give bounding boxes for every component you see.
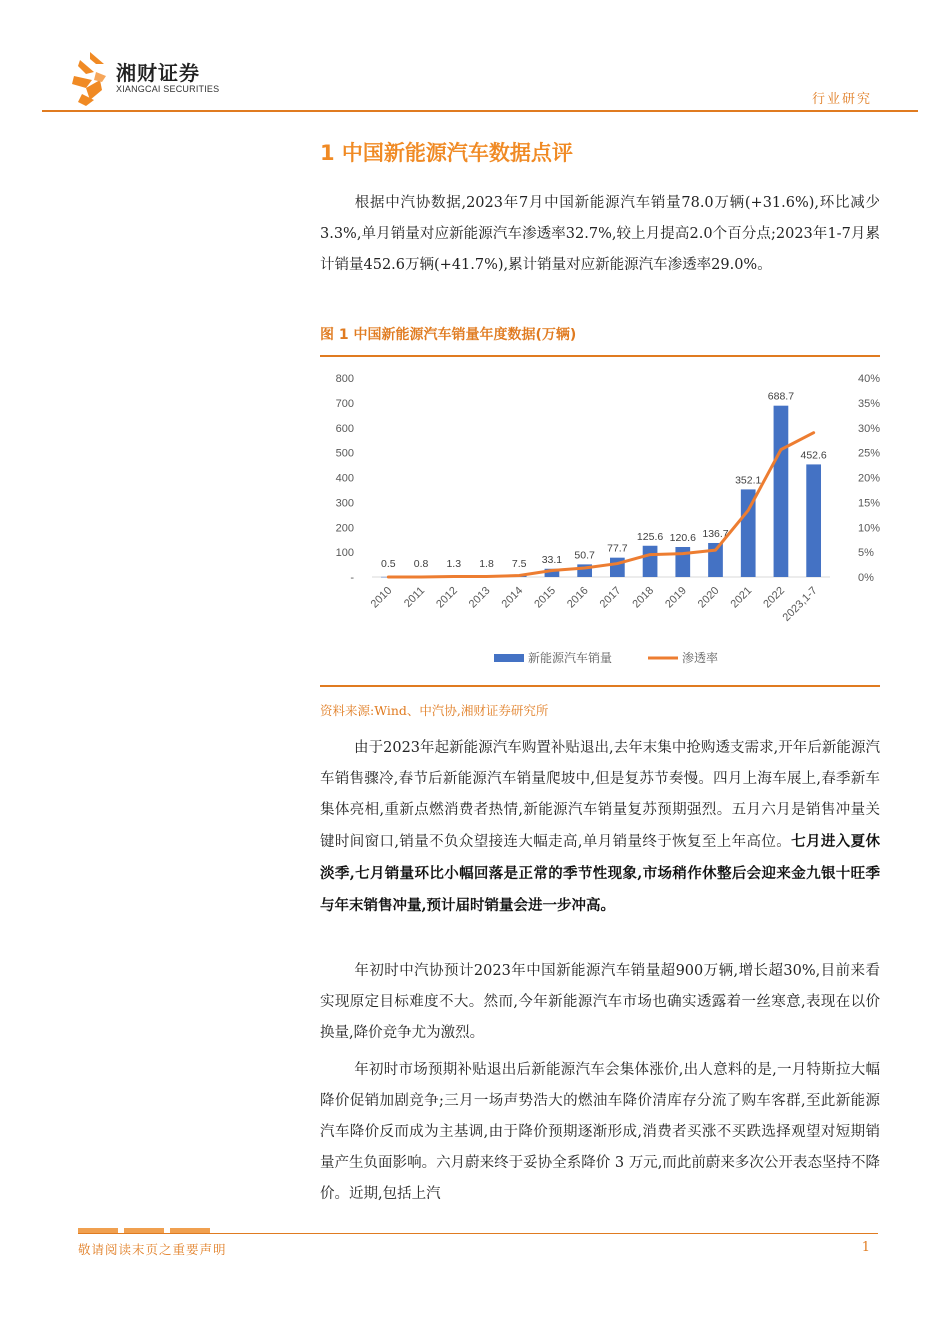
- x-axis-labels: [369, 585, 820, 624]
- legend-bar-swatch: [494, 654, 524, 662]
- x-tick-label: 2019: [663, 584, 689, 611]
- y-left-tick-label: 800: [335, 373, 354, 385]
- header-divider: [42, 110, 918, 112]
- bar-value-label: 50.7: [574, 549, 595, 562]
- paragraph-market-review: [320, 733, 880, 922]
- bar: [675, 547, 690, 577]
- x-tick-label: 2013: [466, 584, 493, 611]
- bar-value-label: 77.7: [607, 542, 628, 555]
- bar-value-label: 136.7: [702, 527, 729, 540]
- x-tick-label: 2020: [695, 584, 722, 611]
- legend-line-label: 渗透率: [682, 651, 719, 665]
- paragraph-forecast-text: 年初时中汽协预计2023年中国新能源汽车销量超900万辆,增长超30%,目前来看实现原定目标难度不大。然而,今年新能源汽车市场也确实透露着一丝寒意,表现在以价换量,降价竞争尤为激烈。: [320, 963, 880, 1041]
- sales-chart: [320, 360, 880, 682]
- x-tick-label: 2017: [597, 584, 624, 611]
- y-right-tick-label: 40%: [858, 373, 880, 385]
- paragraph-summary: [320, 188, 880, 281]
- paragraph-price-war-text: 年初时市场预期补贴退出后新能源汽车会集体涨价,出人意料的是,一月特斯拉大幅降价促销加剧竞争;三月一场声势浩大的燃油车降价清库存分流了购车客群,至此新能源汽车降价反而成为主基调,由于降价预期逐渐形成,消费者买涨不买跌选择观望对短期销量产生负面影响。六月蔚来终于妥协全系降价 3 万元,而此前蔚来多次公开表态坚持不降价。近期,包括上汽: [320, 1062, 880, 1202]
- paragraph-forecast: [320, 956, 880, 1049]
- paragraph-market-review-text: 由于2023年起新能源汽车购置补贴退出,去年末集中抢购透支需求,开年后新能源汽车销售骤冷,春节后新能源汽车销量爬坡中,但是复苏节奏慢。四月上海车展上,春季新车集体亮相,重新点燃消费者热情,新能源汽车销量复苏预期强烈。五月六月是销售冲量关键时间窗口,销量不负众望接连大幅走高,单月销量终于恢复至上年高位。: [320, 740, 880, 850]
- y-left-tick-label: 300: [335, 497, 354, 510]
- x-tick-label: 2021: [728, 584, 755, 611]
- x-tick-label: 2023,1-7: [780, 584, 820, 624]
- y-right-tick-label: 35%: [858, 397, 880, 410]
- x-tick-label: 2010: [368, 584, 395, 611]
- bar-value-label: 7.5: [511, 558, 527, 570]
- bar-value-label: 125.6: [636, 530, 664, 543]
- y-right-tick-label: 30%: [858, 422, 880, 435]
- y-left-tick-label: -: [350, 572, 354, 584]
- right-axis: [858, 373, 880, 584]
- bar-value-label: 352.1: [735, 474, 762, 487]
- page-number: 1: [861, 1240, 870, 1255]
- bar-value-labels: [381, 391, 827, 570]
- legend-bar-label: 新能源汽车销量: [528, 651, 613, 665]
- figure-bottom-divider: [320, 685, 880, 687]
- x-tick-label: 2012: [434, 584, 460, 611]
- x-tick-label: 2016: [564, 584, 591, 611]
- y-right-tick-label: 5%: [858, 547, 874, 560]
- bar-value-label: 688.7: [767, 390, 795, 403]
- chart-legend: [494, 650, 718, 665]
- y-right-tick-label: 15%: [858, 497, 880, 510]
- bar-value-label: 33.1: [541, 553, 563, 566]
- y-left-tick-label: 500: [335, 447, 354, 460]
- section-tag: 行业研究: [811, 92, 872, 107]
- y-left-tick-label: 200: [335, 522, 354, 535]
- y-left-tick-label: 100: [335, 547, 354, 560]
- x-tick-label: 2014: [499, 584, 526, 611]
- bar-value-label: 0.8: [413, 558, 429, 570]
- section-heading: 1 中国新能源汽车数据点评: [320, 141, 573, 165]
- company-logo: [72, 50, 220, 106]
- brand-name-en: XIANGCAI SECURITIES: [116, 84, 220, 94]
- figure-top-divider: [320, 355, 880, 357]
- x-tick-label: 2011: [401, 584, 428, 610]
- x-tick-label: 2022: [761, 584, 788, 611]
- bar-series: [381, 406, 821, 578]
- bar: [774, 406, 789, 577]
- bar-value-label: 0.5: [381, 558, 396, 570]
- bar-value-label: 1.8: [479, 558, 494, 570]
- figure-title: 图 1 中国新能源汽车销量年度数据(万辆): [320, 327, 577, 343]
- figure-source: 资料来源:Wind、中汽协,湘财证券研究所: [320, 703, 549, 718]
- bar: [610, 558, 625, 577]
- logo-mark-icon: [72, 50, 112, 106]
- footer-disclaimer: 敬请阅读末页之重要声明: [78, 1242, 227, 1257]
- y-left-tick-label: 600: [335, 422, 354, 435]
- paragraph-price-war: [320, 1055, 880, 1210]
- footer-divider: [78, 1228, 878, 1234]
- brand-name-cn: 湘财证券: [116, 61, 200, 85]
- y-right-tick-label: 10%: [858, 522, 880, 535]
- bar-value-label: 120.6: [669, 532, 696, 545]
- bar-value-label: 452.6: [800, 449, 827, 462]
- x-tick-label: 2018: [630, 584, 657, 611]
- y-right-tick-label: 0%: [858, 572, 874, 584]
- bar: [806, 464, 821, 577]
- bar-value-label: 1.3: [446, 558, 462, 570]
- y-left-tick-label: 400: [335, 472, 354, 485]
- paragraph-summary-text: 根据中汽协数据,2023年7月中国新能源汽车销量78.0万辆(+31.6%),环比减少3.3%,单月销量对应新能源汽车渗透率32.7%,较上月提高2.0个百分点;2023年1-7月累计销量452.6万辆(+41.7%),累计销量对应新能源汽车渗透率29.0%。: [320, 195, 880, 273]
- y-right-tick-label: 25%: [858, 447, 880, 460]
- x-tick-label: 2015: [532, 584, 559, 611]
- y-right-tick-label: 20%: [858, 472, 880, 485]
- y-left-tick-label: 700: [335, 397, 354, 410]
- bar: [643, 546, 658, 577]
- paragraph-market-review-highlight: 七月进入夏休淡季,七月销量环比小幅回落是正常的季节性现象,市场稍作休整后会迎来金九银十旺季与年末销售冲量,预计届时销量会进一步冲高。: [320, 833, 881, 914]
